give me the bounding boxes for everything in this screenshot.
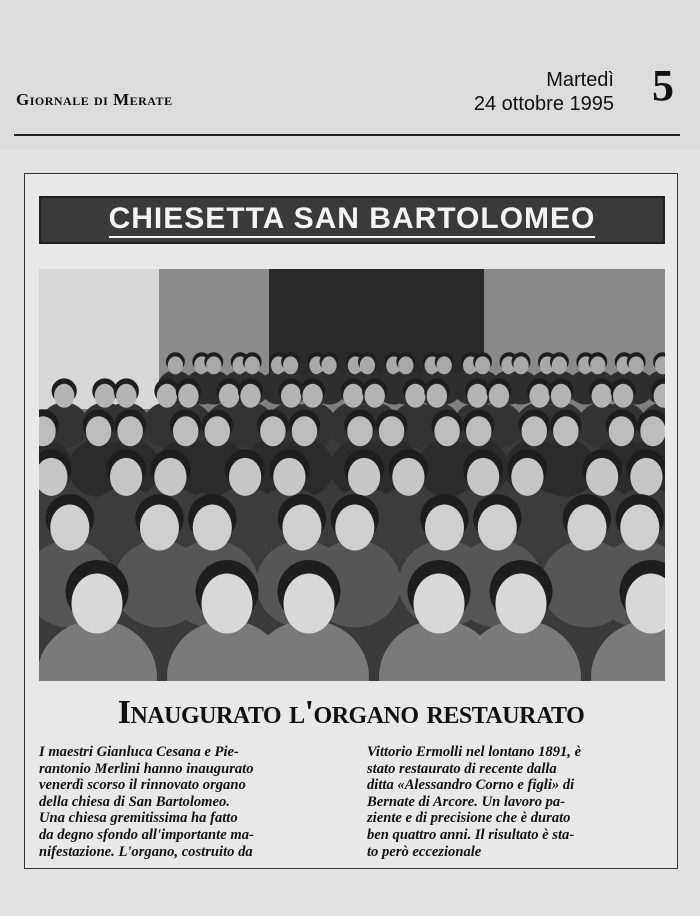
person-face [434, 416, 460, 446]
article-headline: Inaugurato l'organo restaurato [117, 694, 585, 731]
person-face [620, 504, 659, 550]
person-face [202, 574, 253, 634]
body-line: venerdì scorso il rinnovato organo [39, 777, 246, 794]
body-line: nifestazione. L'organo, costruito da [39, 843, 253, 860]
person-face [154, 458, 186, 496]
person-face [282, 504, 321, 550]
person-face [467, 458, 499, 496]
person-face [489, 384, 509, 408]
body-line: ziente e di precisione che è durato [367, 810, 571, 827]
body-column-right [367, 744, 667, 860]
person-face [425, 504, 464, 550]
person-face [335, 504, 374, 550]
person-face [205, 416, 231, 446]
person-face [529, 384, 549, 408]
person-face [551, 384, 571, 408]
person-face [552, 356, 567, 374]
kicker-text: CHIESETTA SAN BARTOLOMEO [109, 202, 596, 238]
person-face [629, 356, 644, 374]
person-face [586, 458, 618, 496]
article-box [24, 173, 678, 869]
person-face [613, 384, 633, 408]
person-face [110, 458, 142, 496]
body-line: della chiesa di San Bartolomeo. [39, 793, 230, 810]
person-face [347, 416, 373, 446]
person-face [496, 574, 547, 634]
person-face [281, 384, 301, 408]
issue-full-date: 24 ottobre 1995 [473, 93, 614, 115]
congregation-photo-drawing [39, 269, 665, 681]
person-face [245, 356, 260, 374]
body-line: Vittorio Ermolli nel lontano 1891, è [367, 744, 582, 760]
kicker-banner [39, 196, 665, 244]
newspaper-name: Giornale di Merate [16, 90, 173, 109]
person-face [302, 384, 322, 408]
person-face [72, 574, 123, 634]
person-face [522, 416, 548, 446]
person-face [229, 458, 261, 496]
body-line: ben quattro anni. Il risultato è sta- [367, 826, 575, 843]
person-face [95, 384, 115, 408]
person-face [168, 356, 183, 374]
person-face [206, 356, 221, 374]
person-face [117, 416, 142, 446]
person-face [140, 504, 179, 550]
masthead [0, 0, 700, 150]
body-line: to però eccezionale [367, 843, 482, 860]
article-body [39, 744, 667, 860]
person-face [343, 384, 363, 408]
person-face [116, 384, 136, 408]
person-face [567, 504, 606, 550]
person-face [405, 384, 425, 408]
body-line: I maestri Gianluca Cesana e Pie- [39, 744, 239, 760]
person-face [379, 416, 405, 446]
person-face [157, 384, 177, 408]
body-line: Bernate di Arcore. Un lavoro pa- [367, 793, 566, 810]
person-face [173, 416, 199, 446]
issue-date [474, 68, 614, 116]
page-number: 5 [652, 61, 674, 110]
person-face [292, 416, 318, 446]
person-face [466, 416, 492, 446]
body-line: Una chiesa gremitissima ha fatto [39, 810, 238, 827]
person-face [178, 384, 198, 408]
person-face [511, 458, 543, 496]
person-face [630, 458, 662, 496]
person-face [219, 384, 239, 408]
person-face [54, 384, 74, 408]
person-face [392, 458, 424, 496]
person-face [321, 356, 336, 374]
person-face [360, 356, 375, 374]
person-face [260, 416, 286, 446]
person-face [50, 504, 89, 550]
body-line: da degno sfondo all'importante ma- [39, 826, 254, 843]
person-face [365, 384, 385, 408]
person-face [427, 384, 447, 408]
person-face [475, 356, 490, 374]
person-face [553, 416, 579, 446]
person-face [348, 458, 380, 496]
masthead-rule [14, 134, 680, 136]
person-face [193, 504, 232, 550]
person-face [284, 574, 335, 634]
person-face [398, 356, 413, 374]
person-face [640, 416, 665, 446]
person-face [513, 356, 528, 374]
person-face [240, 384, 260, 408]
issue-weekday: Martedì [546, 69, 614, 91]
person-face [86, 416, 112, 446]
body-column-left [39, 744, 339, 860]
person-face [609, 416, 635, 446]
person-face [283, 356, 298, 374]
person-face [478, 504, 517, 550]
person-face [590, 356, 605, 374]
body-line: stato restaurato di recente dalla [367, 760, 557, 777]
person-face [273, 458, 305, 496]
body-line: rantonio Merlini hanno inaugurato [39, 760, 254, 777]
person-face [591, 384, 611, 408]
person-face [467, 384, 487, 408]
body-line: ditta «Alessandro Corno e figli» di [367, 777, 575, 794]
person-face [414, 574, 465, 634]
person-face [437, 356, 452, 374]
article-photo [39, 269, 665, 681]
